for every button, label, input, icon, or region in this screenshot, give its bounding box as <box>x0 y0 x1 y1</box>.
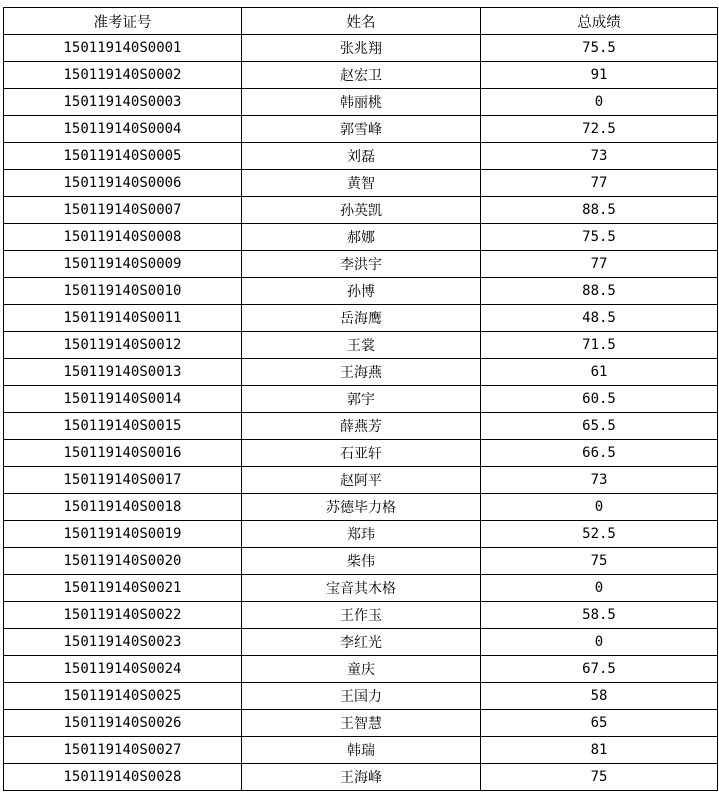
cell-exam-id: 150119140S0028 <box>4 764 242 791</box>
cell-exam-id: 150119140S0008 <box>4 224 242 251</box>
cell-total-score: 0 <box>481 89 718 116</box>
cell-name: 赵阿平 <box>242 467 481 494</box>
cell-total-score: 73 <box>481 143 718 170</box>
cell-total-score: 52.5 <box>481 521 718 548</box>
cell-name: 赵宏卫 <box>242 62 481 89</box>
table-row <box>4 359 718 386</box>
header-name: 姓名 <box>242 8 481 35</box>
cell-name: 王海峰 <box>242 764 481 791</box>
table-row <box>4 224 718 251</box>
cell-exam-id: 150119140S0013 <box>4 359 242 386</box>
cell-total-score: 88.5 <box>481 197 718 224</box>
table-row <box>4 494 718 521</box>
table-row <box>4 170 718 197</box>
cell-exam-id: 150119140S0019 <box>4 521 242 548</box>
cell-exam-id: 150119140S0003 <box>4 89 242 116</box>
cell-name: 薛燕芳 <box>242 413 481 440</box>
cell-name: 童庆 <box>242 656 481 683</box>
cell-name: 黄智 <box>242 170 481 197</box>
cell-total-score: 0 <box>481 494 718 521</box>
table-row <box>4 440 718 467</box>
cell-total-score: 72.5 <box>481 116 718 143</box>
cell-name: 王国力 <box>242 683 481 710</box>
cell-name: 郭宇 <box>242 386 481 413</box>
cell-exam-id: 150119140S0005 <box>4 143 242 170</box>
cell-exam-id: 150119140S0015 <box>4 413 242 440</box>
table-row <box>4 89 718 116</box>
cell-total-score: 77 <box>481 251 718 278</box>
cell-total-score: 58.5 <box>481 602 718 629</box>
cell-name: 岳海鹰 <box>242 305 481 332</box>
table-row <box>4 386 718 413</box>
cell-total-score: 75 <box>481 764 718 791</box>
cell-total-score: 67.5 <box>481 656 718 683</box>
cell-total-score: 66.5 <box>481 440 718 467</box>
cell-total-score: 71.5 <box>481 332 718 359</box>
cell-total-score: 75 <box>481 548 718 575</box>
table-row <box>4 575 718 602</box>
cell-exam-id: 150119140S0027 <box>4 737 242 764</box>
table-row <box>4 278 718 305</box>
table-row <box>4 521 718 548</box>
cell-total-score: 91 <box>481 62 718 89</box>
table-row <box>4 305 718 332</box>
table-header-row <box>4 8 718 35</box>
table-row <box>4 467 718 494</box>
cell-total-score: 48.5 <box>481 305 718 332</box>
table-row <box>4 602 718 629</box>
cell-exam-id: 150119140S0023 <box>4 629 242 656</box>
cell-exam-id: 150119140S0011 <box>4 305 242 332</box>
table-row <box>4 548 718 575</box>
table-row <box>4 764 718 791</box>
cell-name: 苏德毕力格 <box>242 494 481 521</box>
cell-name: 李洪宇 <box>242 251 481 278</box>
cell-exam-id: 150119140S0009 <box>4 251 242 278</box>
cell-name: 李红光 <box>242 629 481 656</box>
cell-name: 石亚轩 <box>242 440 481 467</box>
cell-exam-id: 150119140S0001 <box>4 35 242 62</box>
cell-total-score: 61 <box>481 359 718 386</box>
cell-total-score: 77 <box>481 170 718 197</box>
table-row <box>4 143 718 170</box>
cell-name: 王裳 <box>242 332 481 359</box>
cell-exam-id: 150119140S0007 <box>4 197 242 224</box>
cell-exam-id: 150119140S0022 <box>4 602 242 629</box>
table-row <box>4 332 718 359</box>
cell-total-score: 58 <box>481 683 718 710</box>
cell-exam-id: 150119140S0012 <box>4 332 242 359</box>
cell-exam-id: 150119140S0026 <box>4 710 242 737</box>
table-row <box>4 35 718 62</box>
cell-name: 王智慧 <box>242 710 481 737</box>
cell-name: 韩丽桃 <box>242 89 481 116</box>
cell-name: 王作玉 <box>242 602 481 629</box>
table-row <box>4 683 718 710</box>
cell-exam-id: 150119140S0006 <box>4 170 242 197</box>
table-row <box>4 62 718 89</box>
table-row <box>4 197 718 224</box>
cell-exam-id: 150119140S0020 <box>4 548 242 575</box>
cell-exam-id: 150119140S0018 <box>4 494 242 521</box>
cell-total-score: 0 <box>481 629 718 656</box>
cell-total-score: 75.5 <box>481 224 718 251</box>
cell-exam-id: 150119140S0016 <box>4 440 242 467</box>
cell-exam-id: 150119140S0014 <box>4 386 242 413</box>
cell-total-score: 0 <box>481 575 718 602</box>
cell-total-score: 65 <box>481 710 718 737</box>
table-row <box>4 251 718 278</box>
cell-total-score: 88.5 <box>481 278 718 305</box>
cell-name: 张兆翔 <box>242 35 481 62</box>
cell-exam-id: 150119140S0010 <box>4 278 242 305</box>
header-total-score: 总成绩 <box>481 8 718 35</box>
cell-total-score: 60.5 <box>481 386 718 413</box>
cell-total-score: 81 <box>481 737 718 764</box>
cell-name: 王海燕 <box>242 359 481 386</box>
table-row <box>4 116 718 143</box>
table-row <box>4 413 718 440</box>
cell-total-score: 65.5 <box>481 413 718 440</box>
cell-name: 孙博 <box>242 278 481 305</box>
cell-name: 韩瑞 <box>242 737 481 764</box>
table-body <box>4 35 718 791</box>
table-row <box>4 737 718 764</box>
cell-exam-id: 150119140S0024 <box>4 656 242 683</box>
cell-name: 柴伟 <box>242 548 481 575</box>
cell-name: 郑玮 <box>242 521 481 548</box>
cell-exam-id: 150119140S0025 <box>4 683 242 710</box>
header-exam-id: 准考证号 <box>4 8 242 35</box>
score-table-container <box>3 7 717 791</box>
cell-name: 刘磊 <box>242 143 481 170</box>
cell-exam-id: 150119140S0021 <box>4 575 242 602</box>
cell-exam-id: 150119140S0004 <box>4 116 242 143</box>
cell-name: 宝音其木格 <box>242 575 481 602</box>
score-table <box>3 7 718 791</box>
table-row <box>4 656 718 683</box>
table-row <box>4 710 718 737</box>
cell-total-score: 75.5 <box>481 35 718 62</box>
cell-total-score: 73 <box>481 467 718 494</box>
cell-name: 郭雪峰 <box>242 116 481 143</box>
cell-name: 郝娜 <box>242 224 481 251</box>
cell-exam-id: 150119140S0017 <box>4 467 242 494</box>
cell-exam-id: 150119140S0002 <box>4 62 242 89</box>
table-row <box>4 629 718 656</box>
cell-name: 孙英凯 <box>242 197 481 224</box>
